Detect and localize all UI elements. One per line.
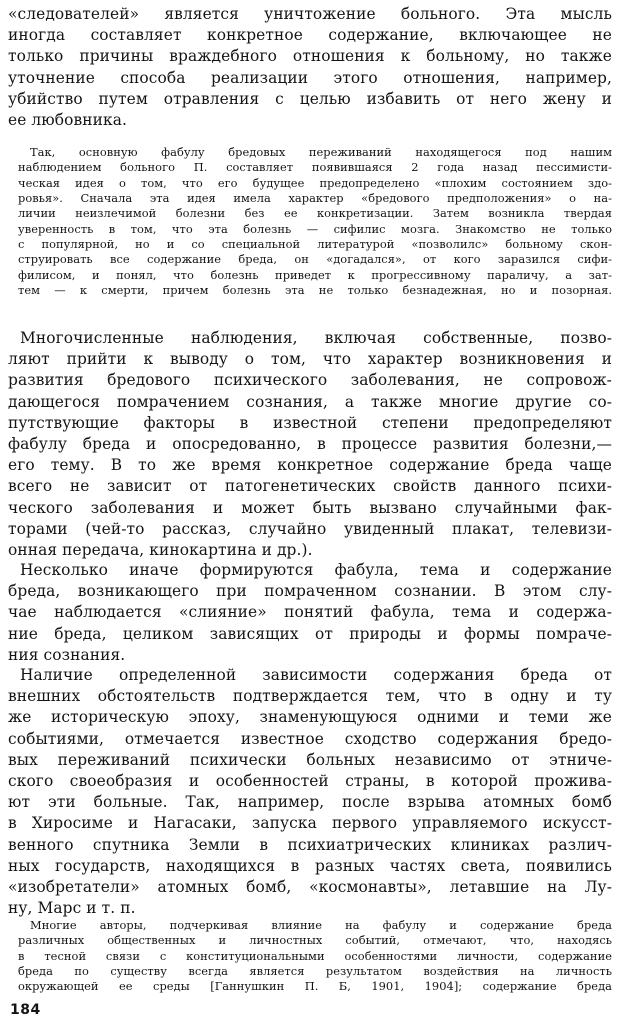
text-line: ну, Марс и т. п.: [8, 899, 136, 918]
paragraph-continued: [8, 4, 612, 131]
text-line: ческого заболевания и может быть вызвано случайными фак-: [8, 498, 612, 517]
text-line: в Хиросиме и Нагасаки, запуска первого управляемого искусст-: [8, 814, 612, 833]
text-line: только причины враждебного отношения к больному, но также: [8, 47, 612, 66]
book-page: [8, 4, 612, 1026]
text-line: ют эти больные. Так, например, после взрыва атомных бомб: [8, 793, 612, 812]
text-line: событиями, отмечается известное сходство содержания бредо-: [8, 729, 612, 748]
note-line: наблюдением больного П. составляет появившаяся 2 года назад пессимисти-: [18, 160, 612, 175]
note-line: бреда по существу всегда является результатом воздействия на личность: [18, 964, 612, 979]
note-line: тем — к смерти, причем болезнь эта не только безнадежная, но и позорная.: [18, 283, 612, 298]
text-line: фабулу бреда и опосредованно, в процессе развития болезни,—: [8, 435, 612, 454]
text-line: торами (чей-то рассказ, случайно увиденный плакат, телевизи-: [8, 519, 612, 538]
text-line: ние бреда, целиком зависящих от природы и формы помраче-: [8, 624, 612, 643]
text-line: его тему. В то же время конкретное содержание бреда чаще: [8, 456, 612, 475]
text-line: чае наблюдается «слияние» понятий фабула, тема и содержа-: [8, 603, 612, 622]
text-line: онная передача, кинокартина и др.).: [8, 541, 313, 560]
text-line: венного спутника Земли в психиатрических клиниках различ-: [8, 835, 612, 854]
text-line: вых переживаний психически больных независимо от этниче-: [8, 750, 612, 769]
note-line: ческая идея о том, что его будущее предопределено «плохим состоянием здо-: [18, 175, 612, 190]
note-line: различных общественных и личностных событий, отмечают, что, находясь: [18, 933, 612, 948]
note-line: ровья». Сначала эта идея имела характер «бредового предположения» о на-: [18, 191, 612, 206]
note-line: Так, основную фабулу бредовых переживаний находящегося под нашим: [30, 145, 612, 159]
text-line: развития бредового психического заболевания, не сопровож-: [8, 371, 612, 390]
text-line: бреда, возникающего при помраченном сознании. В этом слу-: [8, 582, 612, 601]
paragraph-external-circumstances: [8, 665, 612, 919]
text-line: «изобретатели» атомных бомб, «космонавты», летавшие на Лу-: [8, 878, 612, 897]
note-line: окружающей ее среды [Ганнушкин П. Б, 1901, 1904]; содержание бреда: [18, 979, 612, 994]
page-number: 184: [10, 1002, 41, 1018]
text-line: ского своеобразия и особенностей страны, в которой прожива-: [8, 772, 612, 791]
note-line: уверенность в том, что эта болезнь — сифилис мозга. Знакомство не только: [18, 221, 612, 236]
note-line: в тесной связи с конституциональными особенностями личности, содержание: [18, 948, 612, 963]
note-line: филисом, и понял, что болезнь приведет к прогрессивному параличу, а зат-: [18, 267, 612, 282]
authors-note-block: [18, 918, 612, 995]
note-line: Многие авторы, подчеркивая влияние на фабулу и содержание бреда: [30, 918, 612, 932]
text-line: убийство путем отравления с целью избавить от него жену и: [8, 89, 612, 108]
text-line: всего не зависит от патогенетических свойств данного психи-: [8, 477, 612, 496]
paragraph-observations: [8, 328, 612, 561]
text-line: Многочисленные наблюдения, включая собственные, позво-: [20, 329, 612, 347]
text-line: ее любовника.: [8, 111, 127, 130]
text-line: «следователей» является уничтожение больного. Эта мысль: [8, 5, 612, 23]
text-line: путствующие факторы в известной степени предопределяют: [8, 413, 612, 432]
text-line: Наличие определенной зависимости содержания бреда от: [20, 666, 612, 684]
text-line: уточнение способа реализации этого отношения, например,: [8, 68, 612, 87]
text-line: ния сознания.: [8, 645, 126, 664]
note-line: с популярной, но и со специальной литературой «позволилс» больному скон-: [18, 237, 612, 252]
text-line: же историческую эпоху, знаменующуюся одними и теми же: [8, 708, 612, 727]
text-line: Несколько иначе формируются фабула, тема и содержание: [20, 561, 612, 579]
text-line: дающегося помрачением сознания, а также многие другие со-: [8, 392, 612, 411]
note-line: личии неизлечимой болезни без ее конкретизации. Затем возникла твердая: [18, 206, 612, 221]
case-note-block: [18, 145, 612, 298]
text-line: ляют прийти к выводу о том, что характер возникновения и: [8, 350, 612, 369]
text-line: ных государств, находящихся в разных частях света, появились: [8, 856, 612, 875]
note-line: струировать все содержание бреда, он «догадался», от кого заразился сифи-: [18, 252, 612, 267]
paragraph-clouded-consciousness: [8, 560, 612, 666]
text-line: внешних обстоятельств подтверждается тем, что в одну и ту: [8, 687, 612, 706]
text-line: иногда составляет конкретное содержание, включающее не: [8, 26, 612, 45]
